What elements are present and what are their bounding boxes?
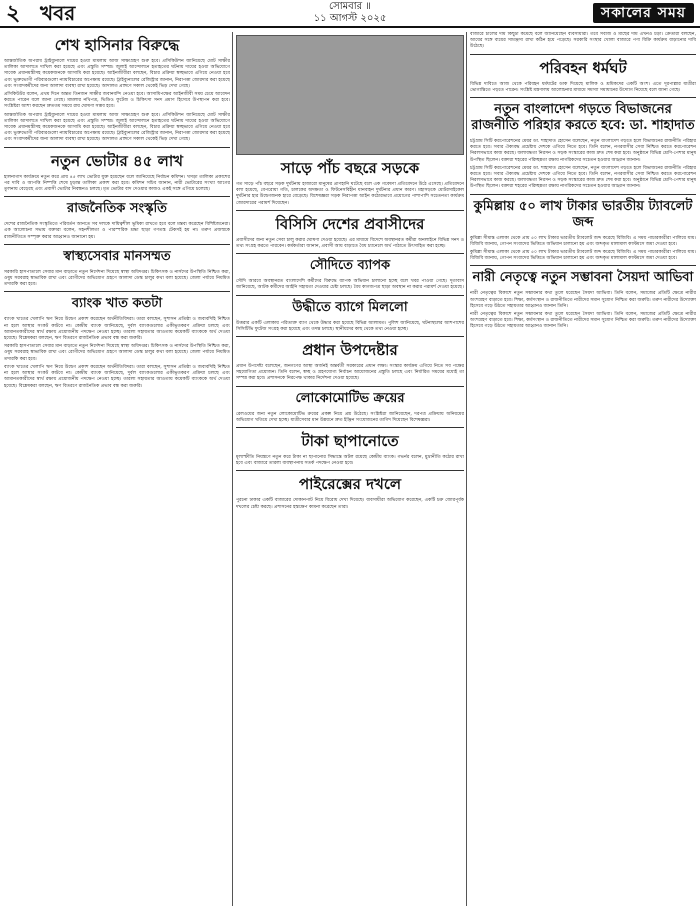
article-body: সরকারি হাসপাতালে সেবার মান বাড়াতে নতুন নির্দেশনা দিয়েছে স্বাস্থ্য অধিদপ্তর। চিকিৎসক ও নার্সদের উপস্থিতি নিশ্চিত করা, ওষুধ সরবরাহ স্বাভাবিক রাখা এবং রোগীদের অভিযোগ গ্রহণে আলাদা ডেস্ক চালুর কথা বলা হয়েছে। জেলা পর্যায়ে নিয়মিত তদারকি করা হবে। <box>4 344 230 362</box>
divider <box>4 291 230 292</box>
headline: নতুন বাংলাদেশ গড়তে বিভাজনের রাজনীতি পরিহার করতে হবে: ডা. শাহাদাত <box>471 102 695 134</box>
column-middle <box>236 32 464 906</box>
divider <box>236 295 464 296</box>
headline: নারী নেতৃত্বে নতুন সম্ভাবনা সৈয়দা আভিবা <box>472 270 694 286</box>
article-body: বিভিন্ন দাবিতে আজ থেকে পরিবহন ধর্মঘটের ডাক দিয়েছে মালিক ও শ্রমিকদের একটি অংশ। এতে দূরপাল্লার যাত্রীরা ভোগান্তিতে পড়তে পারেন। সংশ্লিষ্ট মন্ত্রণালয় আলোচনার মাধ্যমে সমস্যা সমাধানের উদ্যোগ নিয়েছে বলে জানা গেছে। <box>470 81 696 93</box>
divider <box>470 194 696 195</box>
headline: ব্যাংক খাত কতটা <box>71 296 163 312</box>
headline: সাড়ে পাঁচ বছরে সড়কে <box>280 159 420 177</box>
article-body: উত্তরার একটি এলাকায় পরিত্যক্ত ব্যাগ থেকে উদ্ধার করা হয়েছে বিভিন্ন আলামত। পুলিশ জানিয়েছে, ঘটনাস্থলের আশপাশের সিসিটিভি ফুটেজ সংগ্রহ করা হয়েছে এবং তদন্ত চলছে। স্থানীয়দের কাছ থেকে তথ্য নেওয়া হচ্ছে। <box>236 320 464 332</box>
article-body: কুমিল্লা সীমান্ত এলাকা থেকে প্রায় ৫০ লাখ টাকার ভারতীয় ট্যাবলেট জব্দ করেছে বিজিবি। এ সময় পাচারকারীরা পালিয়ে যায়। বিজিবি জানায়, গোপন সংবাদের ভিত্তিতে অভিযান চালানো হয় এবং জব্দকৃত মালামাল কাস্টমসে জমা দেওয়া হবে। <box>470 250 696 262</box>
article-body: চট্টগ্রাম সিটি করপোরেশনের মেয়র ডা. শাহাদাত হোসেন বলেছেন, নতুন বাংলাদেশ গড়তে হলে বিভাজনের রাজনীতি পরিহার করতে হবে। সবার ঐক্যবদ্ধ প্রচেষ্টায় দেশকে এগিয়ে নিতে হবে। তিনি বলেন, নগরবাসীর সেবা নিশ্চিত করতে করপোরেশন নিরলসভাবে কাজ করছে। জলাবদ্ধতা নিরসন ও সড়ক সংস্কারের কাজ দ্রুত শেষ করা হবে। অনুষ্ঠানে বিভিন্ন শ্রেণি-পেশার মানুষ উপস্থিত ছিলেন। বক্তারা শহরের পরিচ্ছন্নতা রক্ষায় নাগরিকদের সচেতন হওয়ার আহ্বান জানান। <box>470 165 696 190</box>
divider <box>470 54 696 55</box>
divider <box>236 253 464 254</box>
article-body: রেলওয়ের জন্য নতুন লোকোমোটিভ ক্রয়ের প্রকল্প নিয়ে প্রশ্ন উঠেছে। সংশ্লিষ্টরা জানিয়েছেন, দরপত্র প্রক্রিয়ায় অনিয়মের অভিযোগ খতিয়ে দেখা হচ্ছে। যাত্রীসেবার মান উন্নয়নে দ্রুত ইঞ্জিন সংযোজনের তাগিদ দিয়েছেন বিশেষজ্ঞরা। <box>236 411 464 423</box>
section-title: খবর <box>40 1 76 25</box>
date-line <box>260 1 440 25</box>
page-number: ২ <box>6 0 21 26</box>
headline: পাইরেক্সের দখলে <box>298 475 402 494</box>
article-body: হালনাগাদ কার্যক্রমে নতুন করে প্রায় ৪৫ লাখ ভোটার যুক্ত হয়েছেন বলে জানিয়েছে নির্বাচন কমিশন। খসড়া তালিকা প্রকাশের পর দাবি ও আপত্তি নিষ্পত্তি শেষে চূড়ান্ত তালিকা প্রকাশ করা হবে। কমিশন সচিব জানান, নারী ভোটারের সংখ্যা আগের তুলনায় বেড়েছে এবং প্রবাসী ভোটার নিবন্ধনও চলছে। মৃত ভোটার বাদ দেওয়ার কাজও একই সঙ্গে এগিয়ে চলেছে। <box>4 174 230 193</box>
headline: কুমিল্লায় ৫০ লাখ টাকার ভারতীয় ট্যাবলেট জব্দ <box>473 198 693 230</box>
article-body: নারী নেতৃত্বের বিকাশে নতুন সম্ভাবনার কথা তুলে ধরেছেন সৈয়দা আভিবা। তিনি বলেন, সমাজের প্রতিটি ক্ষেত্রে নারীর অংশগ্রহণ বাড়াতে হবে। শিক্ষা, কর্মসংস্থান ও রাজনীতিতে নারীদের সমান সুযোগ নিশ্চিত করা জরুরি। তরুণ নারীদের উদ্যোক্তা হিসেবে গড়ে উঠতে সহায়তার আহ্বানও জানান তিনি। <box>470 291 696 309</box>
article-body: চট্টগ্রাম সিটি করপোরেশনের মেয়র ডা. শাহাদাত হোসেন বলেছেন, নতুন বাংলাদেশ গড়তে হলে বিভাজনের রাজনীতি পরিহার করতে হবে। সবার ঐক্যবদ্ধ প্রচেষ্টায় দেশকে এগিয়ে নিতে হবে। তিনি বলেন, নগরবাসীর সেবা নিশ্চিত করতে করপোরেশন নিরলসভাবে কাজ করছে। জলাবদ্ধতা নিরসন ও সড়ক সংস্কারের কাজ দ্রুত শেষ করা হবে। অনুষ্ঠানে বিভিন্ন শ্রেণি-পেশার মানুষ উপস্থিত ছিলেন। বক্তারা শহরের পরিচ্ছন্নতা রক্ষায় নাগরিকদের সচেতন হওয়ার আহ্বান জানান। <box>470 139 696 163</box>
article-body: প্রসিকিউটর বলেন, প্রথম দিনে অন্তত তিনজন সাক্ষীর জবানবন্দি নেওয়া হবে। আসামিপক্ষের আইনজীবী সময় চেয়ে আবেদন করতে পারেন বলে জানা গেছে। মামলার নথিপত্র, ভিডিও ফুটেজ ও চিকিৎসা সনদ প্রমাণ হিসেবে উপস্থাপন করা হবে। সংশ্লিষ্টরা আশা করছেন দ্রুততম সময়ে রায় ঘোষণা সম্ভব হবে। <box>4 92 230 110</box>
headline: বিসিসি দেশের প্রবাসীদের <box>275 214 425 233</box>
article-body: বাজারে চালের দাম কিছুটা কমেছে বলে জানিয়েছেন ব্যবসায়ীরা। তবে সবজি ও মাছের দাম এখনও চড়া। ক্রেতারা বলছেন, আয়ের সঙ্গে ব্যয়ের সামঞ্জস্য রাখা কঠিন হয়ে পড়েছে। সরকারি সংস্থার খোলা বাজারে পণ্য বিক্রি কার্যক্রম বাড়ানোর দাবি উঠেছে। <box>470 32 696 50</box>
news-photo <box>236 35 464 155</box>
article-body: গত সাড়ে পাঁচ বছরে সড়ক দুর্ঘটনায় হাজারো মানুষের প্রাণহানি ঘটেছে বলে এক গবেষণা প্রতিবেদনে উঠে এসেছে। প্রতিবেদনে বলা হয়েছে, বেপরোয়া গতি, চালকের অদক্ষতা ও ফিটনেসবিহীন যানবাহন দুর্ঘটনার প্রধান কারণ। মহাসড়কে মোটরসাইকেল দুর্ঘটনার হার উদ্বেগজনক হারে বেড়েছে। বিশেষজ্ঞরা সড়ক নিরাপত্তা আইন কঠোরভাবে প্রয়োগের পাশাপাশি সচেতনতা কার্যক্রম জোরদারের পরামর্শ দিয়েছেন। <box>236 182 464 206</box>
article-body: সৌদি আরবে অবস্থানরত বাংলাদেশি কর্মীদের বিরুদ্ধে ব্যাপক অভিযান চালানো হচ্ছে বলে খবর পাওয়া গেছে। দূতাবাস জানিয়েছে, আটক কর্মীদের আইনি সহায়তা দেওয়ার চেষ্টা চলছে। বৈধ কাগজপত্র ছাড়া অবস্থান না করার পরামর্শ দেওয়া হয়েছে। <box>236 279 464 291</box>
headline: শেখ হাসিনার বিরুদ্ধে <box>54 36 180 54</box>
date: ১১ আগস্ট ২০২৫ <box>313 13 387 24</box>
column-right <box>470 32 696 906</box>
divider <box>470 265 696 266</box>
divider <box>236 210 464 211</box>
headline: প্রধান উপদেষ্টার <box>302 341 398 360</box>
article-body: নারী নেতৃত্বের বিকাশে নতুন সম্ভাবনার কথা তুলে ধরেছেন সৈয়দা আভিবা। তিনি বলেন, সমাজের প্রতিটি ক্ষেত্রে নারীর অংশগ্রহণ বাড়াতে হবে। শিক্ষা, কর্মসংস্থান ও রাজনীতিতে নারীদের সমান সুযোগ নিশ্চিত করা জরুরি। তরুণ নারীদের উদ্যোক্তা হিসেবে গড়ে উঠতে সহায়তার আহ্বানও জানান তিনি। <box>470 312 696 330</box>
article-body: ব্যাংক খাতের খেলাপি ঋণ নিয়ে উদ্বেগ প্রকাশ করেছেন অর্থনীতিবিদরা। তারা বলছেন, সুশাসন প্রতিষ্ঠা ও জবাবদিহি নিশ্চিত না হলে আস্থার সংকট কাটবে না। কেন্দ্রীয় ব্যাংক জানিয়েছে, দুর্বল ব্যাংকগুলোর একীভূতকরণ প্রক্রিয়া চলছে এবং আমানতকারীদের স্বার্থ রক্ষায় প্রয়োজনীয় পদক্ষেপ নেওয়া হচ্ছে। তারল্য সহায়তার আওতায় কয়েকটি ব্যাংককে অর্থ দেওয়া হয়েছে। বিশ্লেষকরা বলছেন, ঋণ বিতরণে রাজনৈতিক প্রভাব বন্ধ করা জরুরি। <box>4 317 230 342</box>
column-divider <box>466 32 467 906</box>
article-body: প্রধান উপদেষ্টা বলেছেন, জনগণের আস্থা অর্জনই অন্তর্বর্তী সরকারের প্রধান লক্ষ্য। সংস্কার কার্যক্রম এগিয়ে নিতে সব পক্ষের সহযোগিতা প্রয়োজন। তিনি বলেন, স্বচ্ছ ও গ্রহণযোগ্য নির্বাচন আয়োজনের প্রস্তুতি চলছে এবং নির্ধারিত সময়ের মধ্যেই তা সম্পন্ন করা হবে। প্রশাসনকে নিরপেক্ষ থাকার নির্দেশনা দেওয়া হয়েছে। <box>236 364 464 382</box>
article-body: মূল্যস্ফীতি নিয়ন্ত্রণে নতুন করে টাকা না ছাপানোর সিদ্ধান্তে অটল রয়েছে কেন্দ্রীয় ব্যাংক। গভর্নর বলেন, মুদ্রানীতি কঠোর রাখা হবে এবং বাজারে তারল্য ব্যবস্থাপনায় সতর্ক পদক্ষেপ নেওয়া হবে। <box>236 455 464 467</box>
masthead <box>0 0 700 28</box>
article-body: প্রবাসীদের জন্য নতুন সেবা চালু করার ঘোষণা দেওয়া হয়েছে। এর মাধ্যমে বিদেশে অবস্থানরত কর্মীরা অনলাইনে বিভিন্ন সনদ ও তথ্য সংগ্রহ করতে পারবেন। কর্মকর্তারা জানান, প্রবাসী আয় বাড়াতে বৈধ চ্যানেলে অর্থ পাঠাতে উৎসাহিত করা হচ্ছে। <box>236 237 464 250</box>
article-body: পুরনো ঢাকার একটি বাজারের দোকানপাট নিয়ে বিরোধ দেখা দিয়েছে। ব্যবসায়ীরা অভিযোগ করেছেন, একটি চক্র জোরপূর্বক দখলের চেষ্টা করছে। প্রশাসনের হস্তক্ষেপ কামনা করেছেন তারা। <box>236 498 464 510</box>
divider <box>236 386 464 387</box>
headline: সৌদিতে ব্যাপক <box>309 258 391 274</box>
divider <box>236 427 464 428</box>
article-body: আন্তর্জাতিক অপরাধ ট্রাইব্যুনালে দায়ের হওয়া মামলায় আজ সাক্ষ্যগ্রহণ শুরু হবে। প্রসিকিউশন জানিয়েছে মোট সাক্ষীর তালিকা আদালতে দাখিল করা হয়েছে এবং প্রস্তুতি সম্পন্ন। জুলাই আন্দোলনে হতাহতের ঘটনায় দায়ের হওয়া অভিযোগে সাবেক প্রধানমন্ত্রীসহ কয়েকজনকে আসামি করা হয়েছে। আইনজীবীরা বলছেন, বিচার প্রক্রিয়া স্বচ্ছভাবে এগিয়ে নেওয়া হবে এবং ভুক্তভোগী পরিবারগুলো ন্যায়বিচারের অপেক্ষায় রয়েছে। ট্রাইব্যুনালের রেজিস্ট্রার জানান, নিরাপত্তা জোরদার করা হয়েছে এবং সংবাদকর্মীদের জন্য আলাদা ব্যবস্থা রাখা হয়েছে। আদালত প্রাঙ্গণে সকাল থেকেই ভিড় দেখা গেছে। <box>4 59 230 89</box>
divider <box>4 147 230 148</box>
headline: নতুন ভোটার ৪৫ লাখ <box>50 151 184 170</box>
divider <box>470 97 696 98</box>
weekday: সোমবার ॥ <box>329 1 371 12</box>
newspaper-logo: সকালের সময় <box>593 3 694 23</box>
divider <box>236 470 464 471</box>
headline: রাজনৈতিক সংস্কৃতি <box>67 201 167 217</box>
headline: উদ্ধীতে ব্যাগে মিললো <box>292 299 408 315</box>
headline: টাকা ছাপানোতে <box>301 432 399 451</box>
article-body: সরকারি হাসপাতালে সেবার মান বাড়াতে নতুন নির্দেশনা দিয়েছে স্বাস্থ্য অধিদপ্তর। চিকিৎসক ও নার্সদের উপস্থিতি নিশ্চিত করা, ওষুধ সরবরাহ স্বাভাবিক রাখা এবং রোগীদের অভিযোগ গ্রহণে আলাদা ডেস্ক চালুর কথা বলা হয়েছে। জেলা পর্যায়ে নিয়মিত তদারকি করা হবে। <box>4 269 230 288</box>
column-left <box>4 32 230 906</box>
headline: লোকোমোটিভ ক্রয়ের <box>295 390 405 406</box>
divider <box>4 196 230 197</box>
column-divider <box>232 32 233 906</box>
article-body: দেশের রাজনৈতিক সংস্কৃতিতে পরিবর্তন আনতে সব দলকে দায়িত্বশীল ভূমিকা রাখতে হবে বলে মন্তব্য করেছেন বিশিষ্টজনেরা। এক আলোচনা সভায় বক্তারা বলেন, সহনশীলতা ও পারস্পরিক শ্রদ্ধা ছাড়া গণতন্ত্র টেকসই হয় না। তরুণ প্রজন্মকে রাজনীতিতে সম্পৃক্ত করার আহ্বানও জানানো হয়। <box>4 222 230 240</box>
divider <box>4 244 230 245</box>
divider <box>236 336 464 337</box>
article-body: আন্তর্জাতিক অপরাধ ট্রাইব্যুনালে দায়ের হওয়া মামলায় আজ সাক্ষ্যগ্রহণ শুরু হবে। প্রসিকিউশন জানিয়েছে মোট সাক্ষীর তালিকা আদালতে দাখিল করা হয়েছে এবং প্রস্তুতি সম্পন্ন। জুলাই আন্দোলনে হতাহতের ঘটনায় দায়ের হওয়া অভিযোগে সাবেক প্রধানমন্ত্রীসহ কয়েকজনকে আসামি করা হয়েছে। আইনজীবীরা বলছেন, বিচার প্রক্রিয়া স্বচ্ছভাবে এগিয়ে নেওয়া হবে এবং ভুক্তভোগী পরিবারগুলো ন্যায়বিচারের অপেক্ষায় রয়েছে। ট্রাইব্যুনালের রেজিস্ট্রার জানান, নিরাপত্তা জোরদার করা হয়েছে এবং সংবাদকর্মীদের জন্য আলাদা ব্যবস্থা রাখা হয়েছে। আদালত প্রাঙ্গণে সকাল থেকেই ভিড় দেখা গেছে। <box>4 112 230 143</box>
article-body: ব্যাংক খাতের খেলাপি ঋণ নিয়ে উদ্বেগ প্রকাশ করেছেন অর্থনীতিবিদরা। তারা বলছেন, সুশাসন প্রতিষ্ঠা ও জবাবদিহি নিশ্চিত না হলে আস্থার সংকট কাটবে না। কেন্দ্রীয় ব্যাংক জানিয়েছে, দুর্বল ব্যাংকগুলোর একীভূতকরণ প্রক্রিয়া চলছে এবং আমানতকারীদের স্বার্থ রক্ষায় প্রয়োজনীয় পদক্ষেপ নেওয়া হচ্ছে। তারল্য সহায়তার আওতায় কয়েকটি ব্যাংককে অর্থ দেওয়া হয়েছে। বিশ্লেষকরা বলছেন, ঋণ বিতরণে রাজনৈতিক প্রভাব বন্ধ করা জরুরি। <box>4 364 230 389</box>
article-body: কুমিল্লা সীমান্ত এলাকা থেকে প্রায় ৫০ লাখ টাকার ভারতীয় ট্যাবলেট জব্দ করেছে বিজিবি। এ সময় পাচারকারীরা পালিয়ে যায়। বিজিবি জানায়, গোপন সংবাদের ভিত্তিতে অভিযান চালানো হয় এবং জব্দকৃত মালামাল কাস্টমসে জমা দেওয়া হবে। <box>470 235 696 247</box>
headline: পরিবহন ধর্মঘট <box>539 58 627 77</box>
headline: স্বাস্থ্যসেবার মানসম্মত <box>63 248 171 264</box>
